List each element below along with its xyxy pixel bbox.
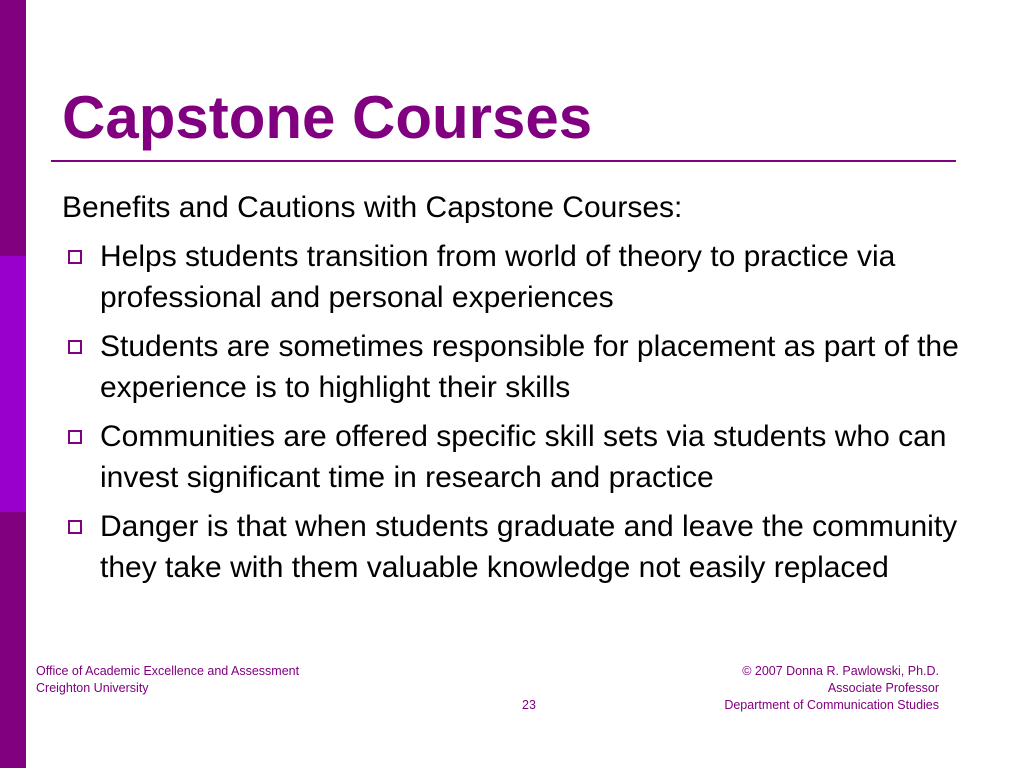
bullet-text: Helps students transition from world of theory to practice via professional and personal experiences — [100, 240, 896, 314]
hollow-square-bullet-icon — [68, 250, 82, 264]
bullet-list — [62, 236, 972, 596]
bullet-item — [62, 506, 972, 588]
left-sidebar-bar — [0, 0, 26, 768]
bullet-item — [62, 326, 972, 408]
slide-intro: Benefits and Cautions with Capstone Courses: — [62, 191, 683, 224]
footer-right — [724, 663, 939, 714]
footer-copyright: © 2007 Donna R. Pawlowski, Ph.D. — [742, 664, 939, 678]
slide-title: Capstone Courses — [62, 84, 593, 151]
bullet-text: Students are sometimes responsible for placement as part of the experience is to highlight their skills — [100, 330, 959, 404]
sidebar-segment-bottom — [0, 512, 26, 768]
bullet-text: Danger is that when students graduate and leave the community they take with them valuable knowledge not easily replaced — [100, 510, 958, 584]
hollow-square-bullet-icon — [68, 520, 82, 534]
footer-position: Associate Professor — [827, 681, 939, 695]
bullet-text: Communities are offered specific skill sets via students who can invest significant time in research and practice — [100, 420, 947, 494]
sidebar-segment-top — [0, 0, 26, 256]
bullet-item — [62, 236, 972, 318]
title-divider — [51, 160, 956, 162]
page-number: 23 — [522, 698, 536, 712]
bullet-item — [62, 416, 972, 498]
hollow-square-bullet-icon — [68, 340, 82, 354]
footer-office: Office of Academic Excellence and Assessment — [36, 664, 300, 678]
footer-left — [36, 663, 299, 697]
footer-department: Department of Communication Studies — [724, 698, 939, 712]
footer-university: Creighton University — [36, 681, 149, 695]
hollow-square-bullet-icon — [68, 430, 82, 444]
sidebar-segment-middle — [0, 256, 26, 512]
